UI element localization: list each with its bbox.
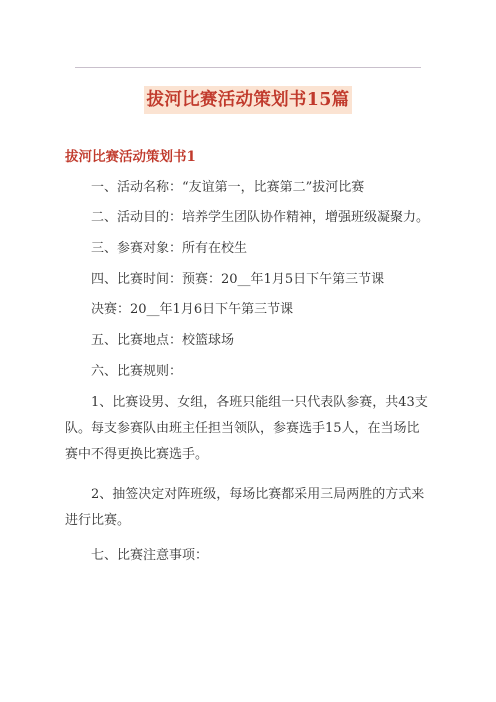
paragraph-notes-heading: 七、比赛注意事项： xyxy=(91,548,209,563)
document-title: 拔河比赛活动策划书15篇 xyxy=(144,86,353,114)
paragraph-activity-name: 一、活动名称：“友谊第一，比赛第二”拔河比赛 xyxy=(91,180,365,195)
paragraph-time-prelim: 四、比赛时间：预赛：20__年1月5日下午第三节课 xyxy=(91,272,385,287)
header-rule xyxy=(75,67,421,68)
paragraph-rule-1: 1、比赛设男、女组，各班只能组一只代表队参赛，共43支队。每支参赛队由班主任担当领队，参赛选手15人，在当场比赛中不得更换比赛选手。 xyxy=(65,395,428,462)
title-container xyxy=(0,86,496,114)
section-heading: 拔河比赛活动策划书1 xyxy=(65,149,196,165)
paragraph-rules-heading: 六、比赛规则： xyxy=(91,364,183,379)
paragraph-participants: 三、参赛对象：所有在校生 xyxy=(91,241,248,256)
paragraph-rule-2: 2、抽签决定对阵班级，每场比赛都采用三局两胜的方式来进行比赛。 xyxy=(65,487,425,528)
paragraph-activity-purpose: 二、活动目的：培养学生团队协作精神，增强班级凝聚力。 xyxy=(91,210,430,225)
paragraph-time-final: 决赛：20__年1月6日下午第三节课 xyxy=(91,302,294,317)
paragraph-location: 五、比赛地点：校篮球场 xyxy=(91,333,235,348)
